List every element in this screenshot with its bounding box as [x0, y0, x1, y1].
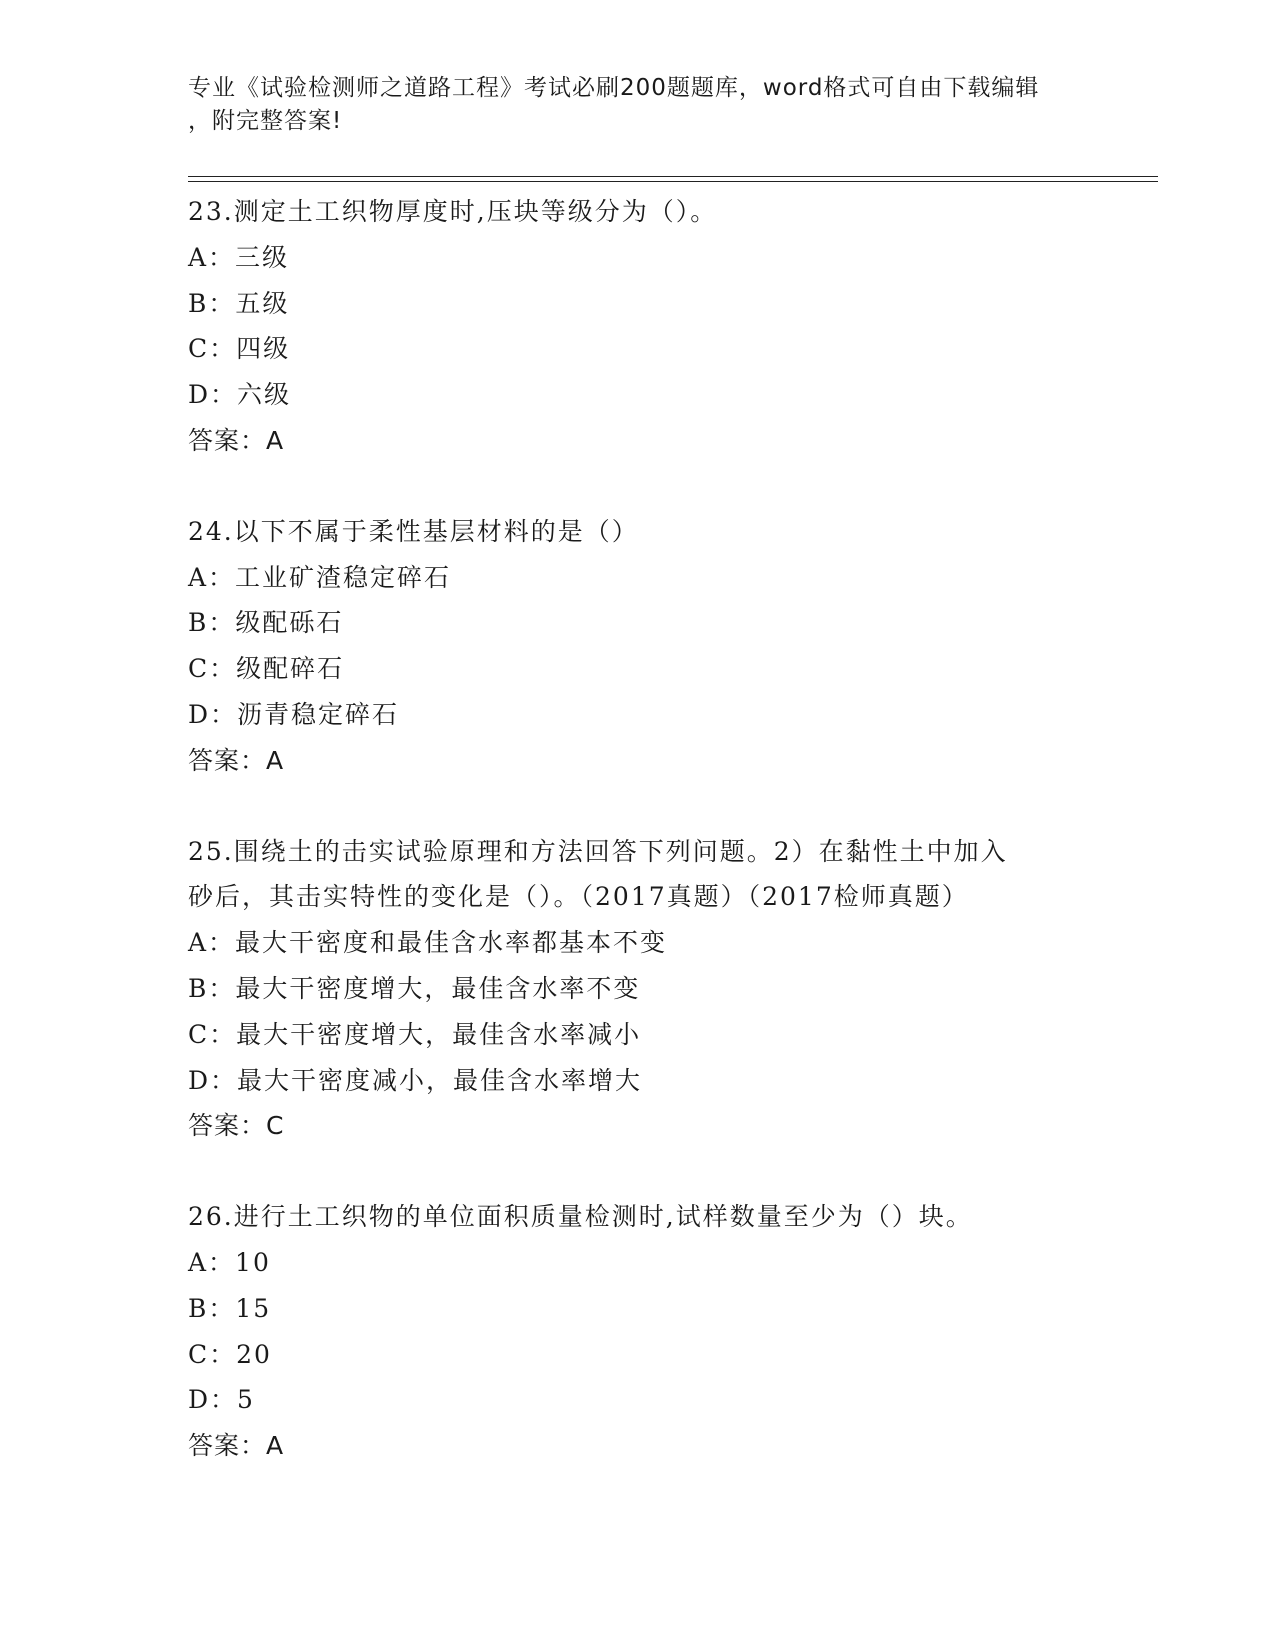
question-list — [188, 189, 1148, 1469]
question-text: 25.围绕土的击实试验原理和方法回答下列问题。2）在黏性土中加入 — [188, 836, 1008, 866]
answer: 答案：A — [188, 745, 285, 775]
option-c: C：最大干密度增大，最佳含水率减小 — [188, 1019, 642, 1049]
option-a: A：最大干密度和最佳含水率都基本不变 — [188, 928, 668, 958]
header-line-2: ，附完整答案! — [188, 108, 343, 134]
option-b: B：级配砾石 — [188, 608, 344, 638]
option-d: D：六级 — [188, 380, 292, 410]
question-26 — [188, 1194, 1148, 1469]
question-text-continued: 砂后，其击实特性的变化是（）。（2017真题）（2017检师真题） — [188, 882, 969, 912]
question-text: 24.以下不属于柔性基层材料的是（） — [188, 516, 639, 546]
answer: 答案：A — [188, 425, 285, 455]
document-header — [188, 72, 1068, 138]
question-text: 26.进行土工织物的单位面积质量检测时,试样数量至少为（）块。 — [188, 1202, 973, 1232]
answer: 答案：C — [188, 1111, 285, 1141]
header-line-1: 专业《试验检测师之道路工程》考试必刷200题题库，word格式可自由下载编辑 — [188, 75, 1040, 101]
header-divider-top — [188, 176, 1158, 177]
option-a: A：10 — [188, 1247, 271, 1277]
option-d: D：5 — [188, 1385, 255, 1415]
question-23 — [188, 189, 1148, 464]
option-a: A：三级 — [188, 242, 290, 272]
question-25 — [188, 829, 1148, 1150]
option-d: D：最大干密度减小，最佳含水率增大 — [188, 1065, 643, 1095]
question-text: 23.测定土工织物厚度时,压块等级分为（）。 — [188, 197, 718, 226]
option-c: C：20 — [188, 1339, 272, 1369]
option-c: C：四级 — [188, 334, 291, 364]
option-b: B：15 — [188, 1293, 272, 1323]
answer: 答案：A — [188, 1431, 285, 1461]
option-d: D：沥青稳定碎石 — [188, 699, 400, 729]
option-b: B：最大干密度增大，最佳含水率不变 — [188, 973, 641, 1003]
option-b: B：五级 — [188, 288, 290, 318]
question-24 — [188, 509, 1148, 784]
option-c: C：级配碎石 — [188, 654, 345, 684]
option-a: A：工业矿渣稳定碎石 — [188, 562, 452, 592]
header-divider-bottom — [188, 181, 1158, 182]
